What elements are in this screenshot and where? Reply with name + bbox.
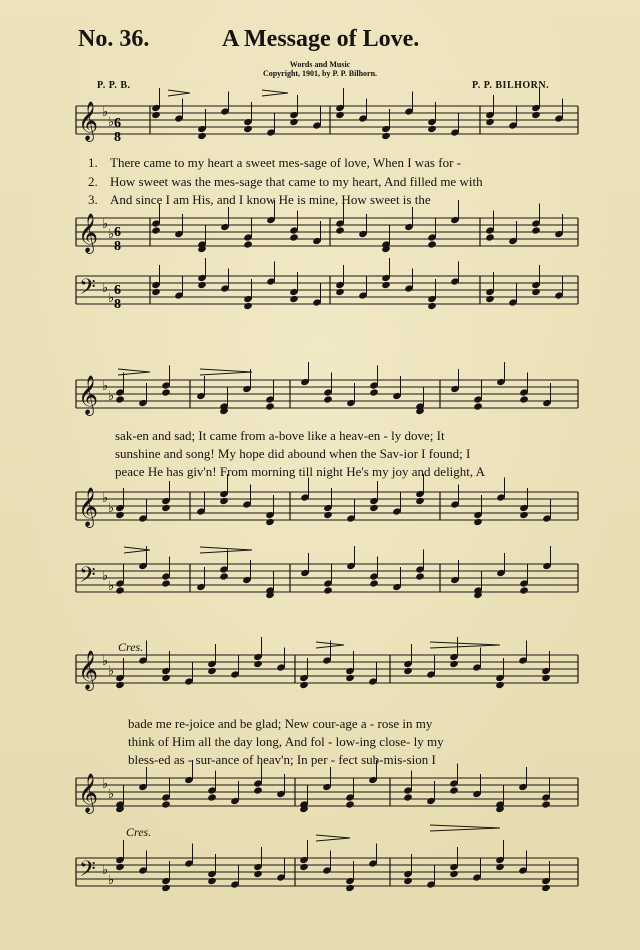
note-head bbox=[427, 125, 437, 133]
note-head bbox=[369, 504, 379, 512]
time-signature-bottom: 8 bbox=[114, 297, 121, 312]
flat-icon: ♭ bbox=[108, 227, 115, 242]
flat-icon: ♭ bbox=[102, 105, 109, 120]
note-head bbox=[253, 870, 263, 878]
lyric-line: bade me re-joice and be glad; New cour-age a - rose in my bbox=[128, 716, 433, 731]
lyric-line: bless-ed as - sur-ance of heav'n; In per - fect sub-mis-sion I bbox=[128, 752, 436, 767]
note-head bbox=[289, 118, 299, 126]
lyric-line bbox=[88, 192, 431, 208]
note-head bbox=[161, 674, 171, 682]
lyric-line: peace He has giv'n! From morning till night He's my joy and delight, A bbox=[115, 464, 486, 479]
note-head bbox=[369, 579, 379, 587]
bass-clef-icon: 𝄢 bbox=[79, 275, 96, 305]
note-head bbox=[427, 240, 437, 248]
lyric-line: think of Him all the day long, And fol - low-ing close- ly my bbox=[128, 734, 444, 749]
note-head bbox=[531, 111, 541, 119]
time-signature-top: 6 bbox=[114, 116, 121, 131]
note-head bbox=[427, 302, 437, 310]
note-head bbox=[449, 660, 459, 668]
bass-clef-icon: 𝄢 bbox=[79, 563, 96, 593]
note-head bbox=[151, 111, 161, 119]
note-head bbox=[541, 884, 551, 892]
lyric-line: sunshine and song! My hope did abound when the Sav-ior I found; I bbox=[115, 446, 471, 461]
note-head bbox=[151, 226, 161, 234]
flat-icon: ♭ bbox=[108, 389, 115, 404]
note-head bbox=[541, 800, 551, 808]
time-signature-bottom: 8 bbox=[114, 239, 121, 254]
flat-icon: ♭ bbox=[108, 115, 115, 130]
note-head bbox=[115, 681, 125, 689]
lyricist-initials: P. P. B. bbox=[97, 80, 131, 91]
time-signature-bottom: 8 bbox=[114, 130, 121, 145]
hairpin-marking bbox=[430, 825, 500, 831]
note-head bbox=[161, 800, 171, 808]
note-head bbox=[243, 240, 253, 248]
verse-number: 2. bbox=[88, 174, 98, 189]
hairpin-marking bbox=[430, 642, 500, 648]
note-head bbox=[115, 395, 125, 403]
bass-clef-icon: 𝄢 bbox=[79, 857, 96, 887]
note-head bbox=[115, 586, 125, 594]
flat-icon: ♭ bbox=[102, 379, 109, 394]
clefs-and-signatures bbox=[78, 90, 500, 888]
note-head bbox=[335, 226, 345, 234]
lyric-line bbox=[88, 174, 483, 190]
hairpin-marking bbox=[200, 369, 252, 375]
note-head bbox=[345, 800, 355, 808]
treble-clef-icon: 𝄞 bbox=[78, 375, 99, 415]
note-head bbox=[403, 667, 413, 675]
note-head bbox=[323, 511, 333, 519]
verse-number: 3. bbox=[88, 192, 98, 207]
lyric-text: And since I am His, and I know He is mine, How sweet is the bbox=[110, 192, 431, 207]
lyric-line: sak-en and sad; It came from a-bove like a heav-en - ly dove; It bbox=[115, 428, 445, 443]
note-head bbox=[485, 295, 495, 303]
note-head bbox=[519, 586, 529, 594]
hairpin-marking bbox=[168, 90, 190, 96]
lyric-line bbox=[88, 155, 461, 171]
note-head bbox=[289, 295, 299, 303]
note-head bbox=[243, 302, 253, 310]
flat-icon: ♭ bbox=[102, 281, 109, 296]
note-head bbox=[541, 674, 551, 682]
note-head bbox=[161, 579, 171, 587]
flat-icon: ♭ bbox=[102, 654, 109, 669]
flat-icon: ♭ bbox=[108, 664, 115, 679]
flat-icon: ♭ bbox=[102, 217, 109, 232]
composer-name: P. P. BILHORN. bbox=[472, 80, 550, 91]
dynamic-marking-cres: Cres. bbox=[126, 825, 152, 839]
hairpin-marking bbox=[262, 90, 288, 96]
note-head bbox=[449, 870, 459, 878]
note-head bbox=[381, 281, 391, 289]
note-head bbox=[219, 572, 229, 580]
treble-clef-icon: 𝄞 bbox=[78, 487, 99, 527]
flat-icon: ♭ bbox=[108, 579, 115, 594]
note-heads bbox=[115, 88, 564, 892]
flat-icon: ♭ bbox=[108, 291, 115, 306]
note-head bbox=[473, 402, 483, 410]
flat-icon: ♭ bbox=[102, 569, 109, 584]
note-head bbox=[207, 793, 217, 801]
note-head bbox=[115, 511, 125, 519]
note-head bbox=[485, 233, 495, 241]
note-head bbox=[207, 667, 217, 675]
flat-icon: ♭ bbox=[108, 501, 115, 516]
note-head bbox=[265, 518, 275, 526]
note-head bbox=[115, 863, 125, 871]
note-head bbox=[243, 125, 253, 133]
note-head bbox=[197, 281, 207, 289]
note-head bbox=[151, 288, 161, 296]
lyric-text: There came to my heart a sweet mes-sage of love, When I was for - bbox=[110, 155, 461, 170]
treble-clef-icon: 𝄞 bbox=[78, 213, 99, 253]
note-head bbox=[485, 118, 495, 126]
hymn-number: No. 36. bbox=[78, 26, 150, 52]
note-head bbox=[449, 786, 459, 794]
flat-icon: ♭ bbox=[102, 863, 109, 878]
note-head bbox=[161, 504, 171, 512]
note-head bbox=[495, 863, 505, 871]
hairpin-marking bbox=[118, 369, 150, 375]
flat-icon: ♭ bbox=[102, 491, 109, 506]
dynamic-marking-cres: Cres. bbox=[118, 640, 144, 654]
note-head bbox=[335, 288, 345, 296]
flat-icon: ♭ bbox=[102, 777, 109, 792]
note-head bbox=[219, 497, 229, 505]
note-head bbox=[519, 511, 529, 519]
note-head bbox=[323, 395, 333, 403]
note-head bbox=[369, 388, 379, 396]
flat-icon: ♭ bbox=[108, 787, 115, 802]
lyric-text: How sweet was the mes-sage that came to my heart, And filled me with bbox=[110, 174, 483, 189]
note-head bbox=[335, 111, 345, 119]
note-head bbox=[415, 572, 425, 580]
note-head bbox=[415, 497, 425, 505]
note-head bbox=[519, 395, 529, 403]
note-head bbox=[403, 793, 413, 801]
note-head bbox=[289, 233, 299, 241]
note-head bbox=[381, 132, 391, 140]
note-head bbox=[345, 674, 355, 682]
note-head bbox=[265, 402, 275, 410]
note-head bbox=[345, 884, 355, 892]
credit-words-music: Words and Music bbox=[289, 60, 351, 69]
note-head bbox=[161, 884, 171, 892]
hymn-title: A Message of Love. bbox=[222, 26, 420, 52]
flat-icon: ♭ bbox=[108, 873, 115, 888]
treble-clef-icon: 𝄞 bbox=[78, 650, 99, 690]
note-head bbox=[403, 877, 413, 885]
note-head bbox=[197, 132, 207, 140]
note-head bbox=[253, 660, 263, 668]
note-head bbox=[207, 877, 217, 885]
note-head bbox=[531, 226, 541, 234]
hairpin-marking bbox=[316, 835, 350, 841]
time-signature-top: 6 bbox=[114, 283, 121, 298]
note-head bbox=[299, 681, 309, 689]
note-head bbox=[161, 388, 171, 396]
treble-clef-icon: 𝄞 bbox=[78, 101, 99, 141]
time-signature-top: 6 bbox=[114, 225, 121, 240]
note-head bbox=[253, 786, 263, 794]
note-head bbox=[299, 863, 309, 871]
copyright-notice: Copyright, 1901, by P. P. Bilhorn. bbox=[262, 69, 378, 78]
verse-number: 1. bbox=[88, 155, 98, 170]
note-head bbox=[473, 518, 483, 526]
note-head bbox=[531, 288, 541, 296]
hairpin-marking bbox=[200, 547, 252, 553]
note-head bbox=[323, 586, 333, 594]
note-head bbox=[495, 681, 505, 689]
treble-clef-icon: 𝄞 bbox=[78, 773, 99, 813]
